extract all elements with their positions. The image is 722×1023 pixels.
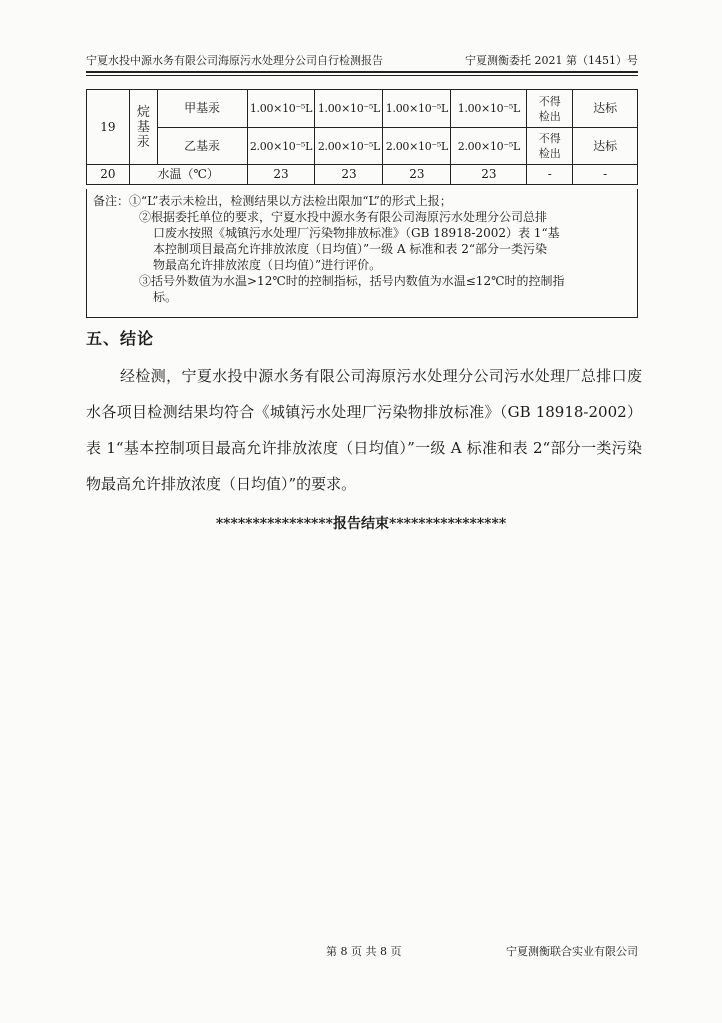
footer-company: 宁夏测衡联合实业有限公司: [506, 945, 638, 958]
remarks-box: [86, 189, 638, 318]
conclusion-paragraph: [86, 358, 642, 502]
remarks-label: 备注：: [93, 194, 130, 208]
value-cell: 1.00×10⁻⁵L: [315, 90, 383, 128]
value-cell: 2.00×10⁻⁵L: [383, 128, 451, 165]
group-label: 烷 基 汞: [129, 90, 157, 165]
limit-cell: 不得 检出: [527, 128, 573, 165]
limit-cell: 不得 检出: [527, 90, 573, 128]
conclusion-text: 经检测，宁夏水投中源水务有限公司海原污水处理分公司污水处理厂总排口废水各项目检测结果均符合《城镇污水处理厂污染物排放标准》（GB 18918-2002）表 1“基本控制项目最高允许排放浓度（日均值）”一级 A 标准和表 2“部分一类污染物最高允许排放浓度（日均值）”的要求。: [86, 367, 642, 493]
value-cell: 1.00×10⁻⁵L: [383, 90, 451, 128]
value-cell: 2.00×10⁻⁵L: [247, 128, 315, 165]
report-end-mark: ****************报告结束****************: [215, 516, 507, 532]
value-cell: 23: [451, 165, 527, 185]
page-number: 第 8 页 共 8 页: [326, 945, 402, 958]
result-cell: -: [573, 165, 638, 185]
remark-2-line-1: ②根据委托单位的要求，宁夏水投中源水务有限公司海原污水处理分公司总排: [139, 210, 548, 224]
value-cell: 23: [247, 165, 315, 185]
results-table: [86, 89, 638, 185]
value-cell: 2.00×10⁻⁵L: [451, 128, 527, 165]
page-header: [86, 52, 638, 73]
item-name: 水温（℃）: [129, 165, 247, 185]
header-report-title: 宁夏水投中源水务有限公司海原污水处理分公司自行检测报告: [86, 54, 383, 67]
table-row: [87, 90, 638, 128]
value-cell: 1.00×10⁻⁵L: [247, 90, 315, 128]
row-number: 20: [87, 165, 130, 185]
remark-2-line-4: 物最高允许排放浓度（日均值）”进行评价。: [153, 258, 382, 272]
item-name: 甲基汞: [157, 90, 247, 128]
value-cell: 23: [383, 165, 451, 185]
remark-2-line-3: 本控制项目最高允许排放浓度（日均值）”一级 A 标准和表 2“部分一类污染: [153, 242, 548, 256]
section-title: 五、结论: [86, 329, 155, 348]
result-cell: 达标: [573, 90, 638, 128]
value-cell: 1.00×10⁻⁵L: [451, 90, 527, 128]
remark-3-line-2: 标。: [153, 290, 178, 304]
limit-cell: -: [527, 165, 573, 185]
page-footer: [326, 943, 638, 959]
remark-3-line-1: ③括号外数值为水温>12℃时的控制指标，括号内数值为水温≤12℃时的控制指: [139, 274, 565, 288]
result-cell: 达标: [573, 128, 638, 165]
row-number: 19: [87, 90, 130, 165]
value-cell: 2.00×10⁻⁵L: [315, 128, 383, 165]
table-row: [87, 165, 638, 185]
header-report-number: 宁夏测衡委托 2021 第（1451）号: [465, 54, 638, 67]
remark-2-line-2: 口废水按照《城镇污水处理厂污染物排放标准》（GB 18918-2002）表 1“基: [153, 226, 560, 240]
value-cell: 23: [315, 165, 383, 185]
item-name: 乙基汞: [157, 128, 247, 165]
table-row: [87, 128, 638, 165]
remark-1: 备注：①“L”表示未检出，检测结果以方法检出限加“L”的形式上报；: [93, 194, 452, 208]
